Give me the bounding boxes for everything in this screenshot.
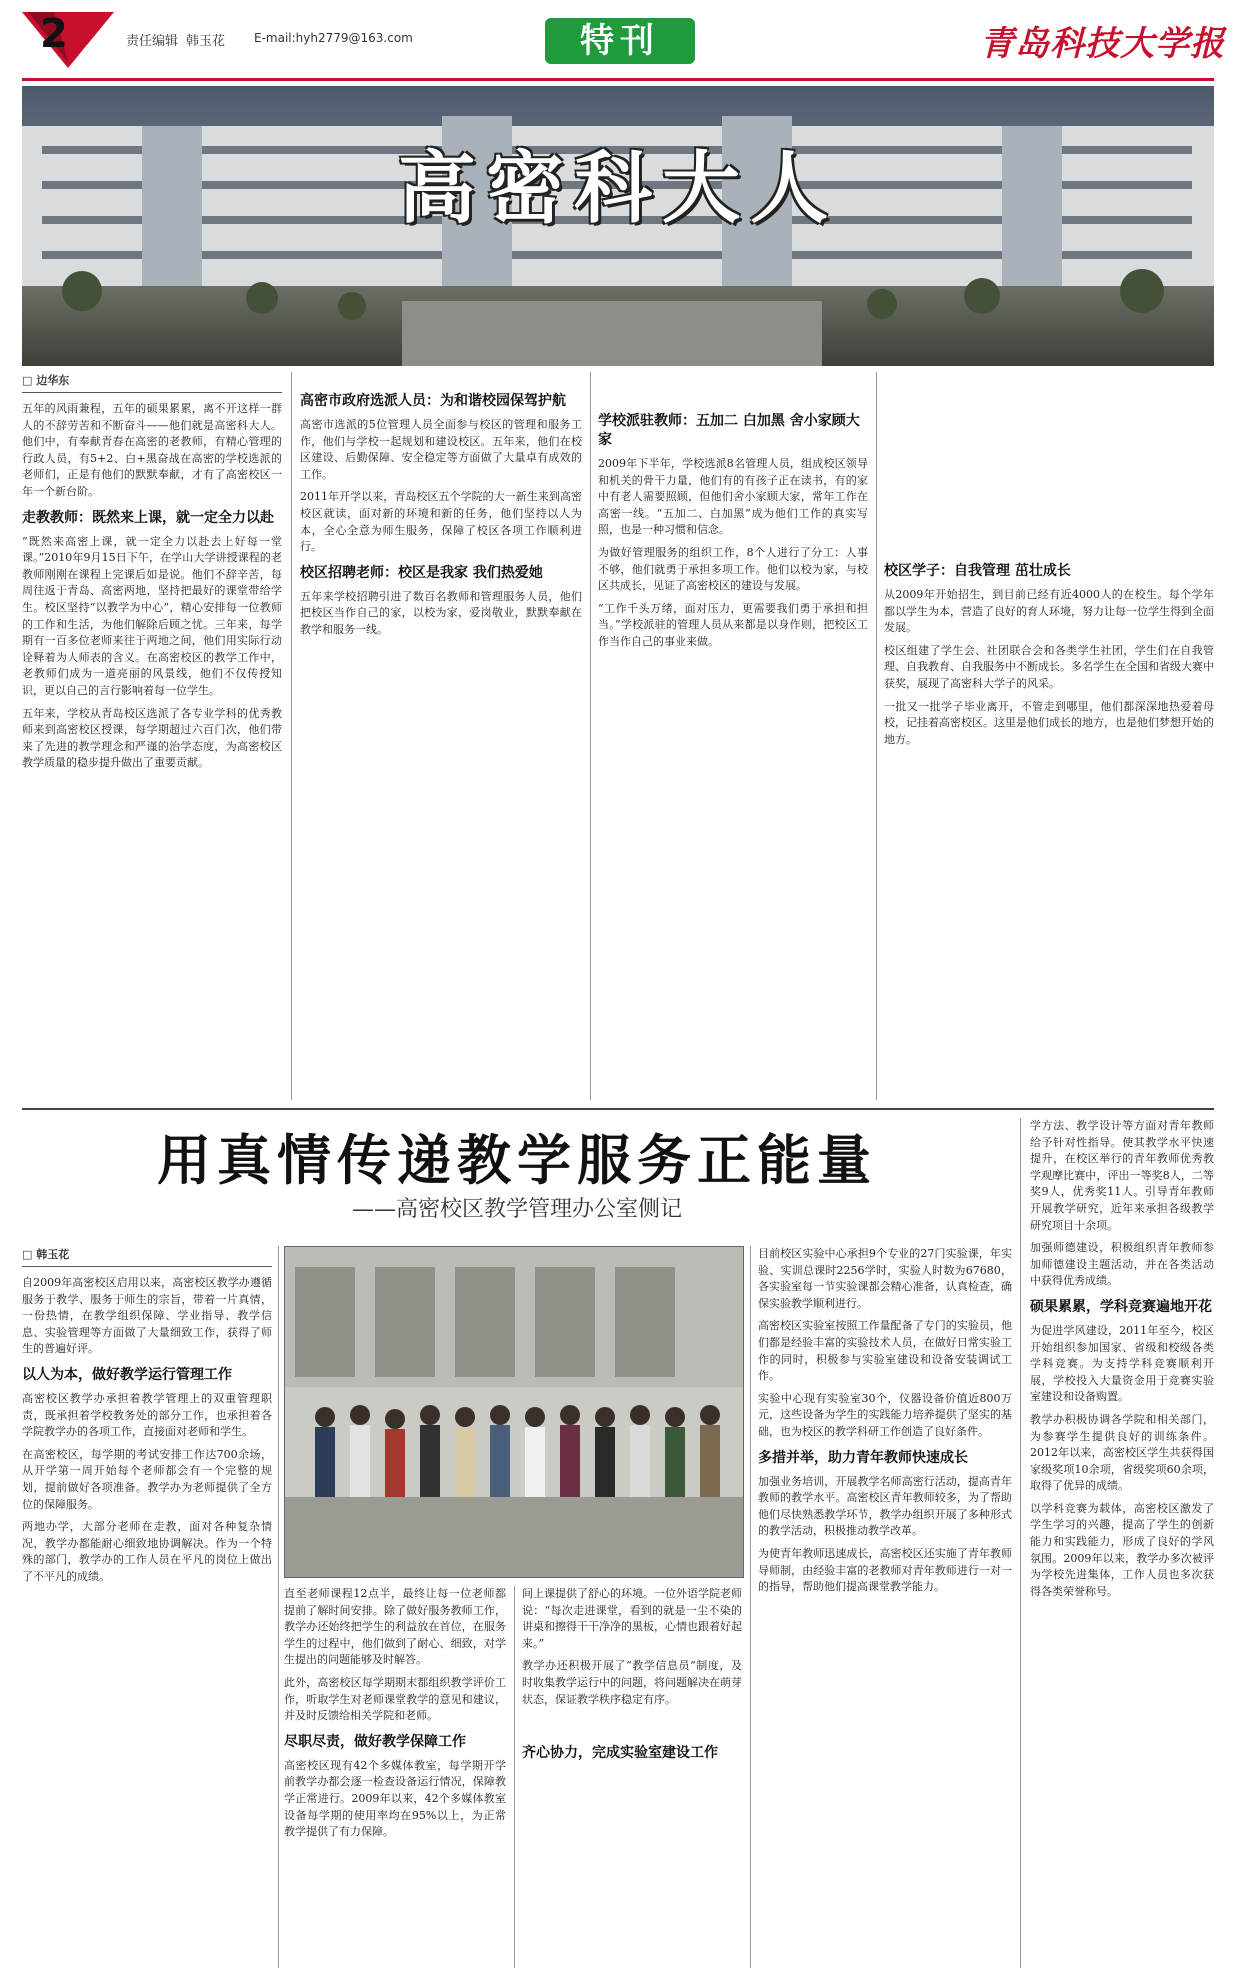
para-f2-p7b: 加强师德建设，积极组织青年教师参加师德建设主题活动，并在各类活动中获得优秀成绩。 — [1030, 1241, 1214, 1288]
para-f2-intro: 自2009年高密校区启用以来，高密校区教学办遵循服务于教学、服务于师生的宗旨，带着一片真情，一份热情，在教学组织保障、学业指导、教学信息、实验管理等方面做了大量细致工作，获得了师生的普遍好评。 — [22, 1276, 272, 1356]
heading-student: 校区学子：自我管理 茁壮成长 — [884, 563, 1071, 579]
para-student-2: 校区组建了学生会、社团联合会和各类学生社团，学生们在自我管理、自我教育、自我服务中不断成长。多名学生在全国和省级大赛中获奖，展现了高密科大学子的风采。 — [884, 643, 1214, 690]
column-rule — [278, 1246, 279, 1968]
byline-author: 边华东 — [36, 374, 70, 387]
banner-title: 高密科大人 — [397, 143, 838, 234]
para-f2-p4: 间上课提供了舒心的环境。一位外语学院老师说：“每次走进课堂，看到的就是一尘不染的讲桌和擦得干干净净的黑板，心情也跟着好起来。” — [522, 1587, 742, 1650]
feature2-byline — [22, 1246, 272, 1267]
heading-f2-h3: 齐心协力，完成实验室建设工作 — [522, 1745, 718, 1762]
feature1-column-2 — [300, 372, 582, 1102]
editor-name: 韩玉花 — [186, 34, 226, 49]
feature1-column-3 — [598, 372, 868, 1102]
section-divider — [22, 1108, 1214, 1110]
para-f2-p8c: 以学科竞赛为载体，高密校区激发了学生学习的兴趣，提高了学生的创新能力和实践能力，形成了良好的学风氛围。2009年以来，教学办多次被评为学校先进集体，工作人员也多次获得各类荣誉称号。 — [1030, 1501, 1214, 1598]
column-rule — [514, 1586, 515, 1968]
column-rule — [1020, 1118, 1021, 1968]
heading-recruit: 校区招聘老师：校区是我家 我们热爱她 — [300, 564, 543, 581]
column-rule — [291, 372, 292, 1100]
campus-banner-photo — [22, 86, 1214, 366]
para-f2-p3: 高密校区现有42个多媒体教室，每学期开学前教学办都会逐一检查设备运行情况，保障教学正常进行。2009年以来，42个多媒体教室设备每学期的使用率均在95%以上，为正常教学提供了有力保障。 — [284, 1758, 506, 1839]
para-teacher-2: 五年来，学校从青岛校区选派了各专业学科的优秀教师来到高密校区授课，每学期超过六百门次，他们带来了先进的教学理念和严谨的治学态度，为高密校区教学质量的稳步提升做出了重要贡献。 — [22, 706, 282, 770]
byline-marker: □ — [22, 1248, 33, 1261]
header-rule — [22, 78, 1214, 81]
column-rule — [590, 372, 591, 1100]
para-f2-p1b: 在高密校区，每学期的考试安排工作达700余场，从开学第一周开始每个老师都会有一个完整的规划，提前做好各项准备。教学办为老师提供了全方位的保障服务。 — [22, 1447, 272, 1511]
para-f2-p1c: 两地办学，大部分老师在走教，面对各种复杂情况，教学办都能耐心细致地协调解决。作为一个特殊的部门，教学办的工作人员在平凡的岗位上做出了不平凡的成绩。 — [22, 1520, 272, 1583]
heading-teacher: 走教教师：既然来上课，就一定全力以赴 — [22, 509, 274, 526]
para-f2-p6b: 为使青年教师迅速成长，高密校区还实施了青年教师导师制，由经验丰富的老教师对青年教师进行一对一的指导，帮助他们提高课堂教学能力。 — [758, 1546, 1012, 1594]
paper-masthead: 青岛科技大学报 — [980, 24, 1225, 64]
para-f2-p6: 加强业务培训，开展教学名师高密行活动，提高青年教师的教学水平。高密校区青年教师较多，为了帮助他们尽快熟悉教学环节，教学办组织开展了多种形式的教学活动，积极推动教学改革。 — [758, 1474, 1012, 1538]
feature2-column-5 — [1030, 1118, 1214, 1968]
para-f2-p5: 目前校区实验中心承担9个专业的27门实验课，年实验、实训总课时2256学时，实验人时数为67680，各实验室每一节实验课都会精心准备，认真检查，确保实验教学顺利进行。 — [758, 1247, 1012, 1310]
column-rule — [750, 1246, 751, 1968]
para-dispatch-2: 为做好管理服务的组织工作，8个人进行了分工：人事不够，他们就勇于承担多项工作。他们以校为家，与校区共成长，见证了高密校区的建设与发展。 — [598, 545, 868, 593]
section-title: 特刊 — [580, 21, 660, 61]
para-f2-p8b: 教学办积极协调各学院和相关部门，为参赛学生提供良好的训练条件。2012年以来，高密校区学生共获得国家级奖项10余项，省级奖项60余项，取得了优异的成绩。 — [1030, 1412, 1214, 1493]
para-gov-2: 2011年开学以来，青岛校区五个学院的大一新生来到高密校区就读，面对新的环境和新的任务，他们坚持以人为本，全心全意为师生服务，保障了校区各项工作顺利进行。 — [300, 490, 582, 554]
page-header — [0, 0, 1236, 88]
feature1-intro: 五年的风雨兼程，五年的硕果累累，离不开这样一群人的不辞劳苦和不断奋斗——他们就是高密科大人。他们中，有奉献青春在高密的老教师，有精心管理的行政人员，有5+2、白+黑奋战在高密的学校选派的老师们，正是有他们的默默奉献，才有了高密校区一年一个新台阶。 — [22, 402, 282, 498]
para-dispatch-3: “工作千头万绪，面对压力，更需要我们勇于承担和担当。”学校派驻的管理人员从来都是以身作则，把校区工作当作自己的事业来做。 — [598, 601, 868, 648]
editor-email: E-mail:hyh2779@163.com — [254, 31, 413, 45]
para-student: 从2009年开始招生，到目前已经有近4000人的在校生。每个学年都以学生为本，营造了良好的育人环境，努力让每一位学生得到全面发展。 — [884, 588, 1214, 635]
group-photo — [284, 1246, 744, 1578]
group-photo-illustration — [285, 1247, 743, 1577]
para-f2-p2: 直至老师课程12点半，最终让每一位老师都提前了解时间安排。除了做好服务教师工作，教学办还始终把学生的利益放在首位，在服务学生的过程中，他们做到了耐心、细致，对学生提出的问题能够及时解答。 — [284, 1587, 506, 1667]
heading-f2-h2: 尽职尽责，做好教学保障工作 — [284, 1733, 466, 1750]
heading-f2-h1: 以人为本，做好教学运行管理工作 — [22, 1366, 232, 1383]
heading-f2-h5: 硕果累累，学科竞赛遍地开花 — [1030, 1298, 1212, 1315]
para-f2-p5c: 实验中心现有实验室30个，仪器设备价值近800万元，这些设备为学生的实践能力培养提供了坚实的基础，也为校区的教学科研工作创造了良好条件。 — [758, 1391, 1012, 1438]
heading-f2-h4: 多措并举，助力青年教师快速成长 — [758, 1449, 968, 1466]
feature2-column-2 — [284, 1586, 506, 1968]
heading-dispatch: 学校派驻教师：五加二 白加黑 舍小家顾大家 — [598, 413, 860, 448]
feature2-column-3 — [522, 1586, 742, 1968]
para-f2-p1: 高密校区教学办承担着教学管理上的双重管理职责，既承担着学校教务处的部分工作，也承担着各学院教学办的各项工作，直接面对老师和学生。 — [22, 1391, 272, 1439]
para-teacher: “既然来高密上课，就一定全力以赴去上好每一堂课。”2010年9月15日下午，在学山大学讲授课程的老教师刚刚在课程上完课后如是说。他们不辞辛苦，每周往返于青岛、高密两地，坚持把最好的课堂带给学生。校区坚持“以教学为中心”，精心安排每一位教师的工作和生活，为他们解除后顾之忧。三年来，每学期有一百多位老师来往于两地之间，他们用实际行动诠释着为人师表的含义。在高密校区的教学工作中，老教师们成为一道亮丽的风景线，他们不仅传授知识，更以自己的言行影响着每一位学生。 — [22, 534, 282, 697]
para-f2-p7: 学方法、教学设计等方面对青年教师给予针对性指导。使其教学水平快速提升，在校区举行的青年教师优秀教学观摩比赛中，评出一等奖8人，二等奖9人，优秀奖11人。引导青年教师开展教学研究，近年来承担各级教学研究项目十余项。 — [1030, 1119, 1214, 1232]
feature1-byline — [22, 372, 282, 393]
feature2-column-1 — [22, 1246, 272, 1968]
feature1-column-1 — [22, 372, 282, 1102]
column-rule — [876, 372, 877, 1100]
para-f2-p2b: 此外，高密校区每学期期末都组织教学评价工作，听取学生对老师课堂教学的意见和建议，并及时反馈给相关学院和老师。 — [284, 1675, 506, 1723]
byline-marker: □ — [22, 374, 33, 387]
heading-gov: 高密市政府选派人员：为和谐校园保驾护航 — [300, 393, 566, 409]
para-dispatch: 2009年下半年，学校选派8名管理人员，组成校区领导和机关的骨干力量，他们有的有孩子正在读书，有的家中有老人需要照顾，但他们舍小家顾大家，常年工作在高密一线。“五加二、白加黑”成为他们工作的真实写照，也是一种习惯和信念。 — [598, 457, 868, 537]
para-f2-p4b: 教学办还积极开展了“教学信息员”制度，及时收集教学运行中的问题，将问题解决在萌芽状态，保证教学秩序稳定有序。 — [522, 1659, 742, 1706]
para-student-3: 一批又一批学子毕业离开，不管走到哪里，他们都深深地热爱着母校，记挂着高密校区。这里是他们成长的地方，也是他们梦想开始的地方。 — [884, 699, 1214, 746]
feature2-column-4 — [758, 1246, 1012, 1968]
feature1-column-4 — [884, 372, 1214, 1102]
byline-author: 韩玉花 — [36, 1248, 70, 1261]
para-gov: 高密市选派的5位管理人员全面参与校区的管理和服务工作，他们与学校一起规划和建设校区。五年来，他们在校区建设、后勤保障、安全稳定等方面做了大量卓有成效的工作。 — [300, 418, 582, 481]
page-number: 2 — [40, 11, 68, 57]
para-f2-p5b: 高密校区实验室按照工作量配备了专门的实验员，他们都是经验丰富的实验技术人员，在做好日常实验工作的同时，积极参与实验室建设和设备安装调试工作。 — [758, 1319, 1012, 1383]
feature2-subtitle: ——高密校区教学管理办公室侧记 — [351, 1197, 682, 1222]
feature2-title: 用真情传递教学服务正能量 — [157, 1128, 877, 1192]
editor-label: 责任编辑 — [126, 34, 179, 49]
para-recruit: 五年来学校招聘引进了数百名教师和管理服务人员，他们把校区当作自己的家，以校为家，爱岗敬业，默默奉献在教学和服务一线。 — [300, 589, 582, 636]
para-f2-p8: 为促进学风建设，2011年至今，校区开始组织参加国家、省级和校级各类学科竞赛。为支持学科竞赛顺利开展，学校投入大量资金用于竞赛实验室建设和设备购置。 — [1030, 1323, 1214, 1404]
